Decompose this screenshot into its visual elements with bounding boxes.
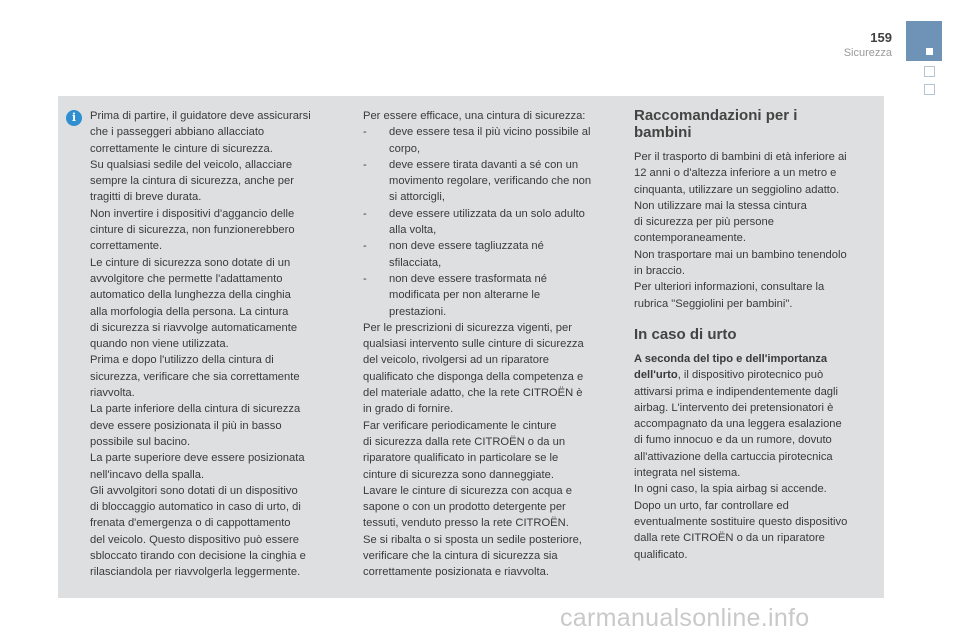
text-line: sempre la cintura di sicurezza, anche per xyxy=(90,175,294,188)
text-line: di bloccaggio automatico in caso di urto, di xyxy=(90,501,301,514)
text-line: possibile sul bacino. xyxy=(90,435,191,448)
list-item: - non deve essere tagliuzzata né sfilacciata, xyxy=(363,240,544,269)
list-item: - deve essere tirata davanti a sé con un movimento regolare, verificando che non si attorcigli, xyxy=(363,158,592,204)
text-line: Per il trasporto di bambini di età inferiore ai xyxy=(634,151,847,163)
requirements-intro: Per essere efficace, una cintura di sicurezza: xyxy=(363,110,586,122)
text-line: qualificato. xyxy=(634,548,688,561)
text-line: cinture di sicurezza, non funzionerebbero xyxy=(90,224,295,237)
text-line: automatico della lunghezza della cinghia xyxy=(90,289,291,302)
text-line: Dopo un urto, far controllare ed xyxy=(634,499,789,512)
text-line: che i passeggeri abbiano allacciato xyxy=(90,126,265,139)
text-line: Su qualsiasi sedile del veicolo, allacciare xyxy=(90,158,293,171)
text-line: contemporaneamente. xyxy=(634,232,746,245)
text-line: rubrica "Seggiolini per bambini". xyxy=(634,297,793,310)
text-line: qualificato che disponga della competenza e xyxy=(363,370,584,383)
page-indicator-square xyxy=(924,66,935,77)
text-line: Lavare le cinture di sicurezza con acqua e xyxy=(363,484,572,497)
text-line: Per ulteriori informazioni, consultare la xyxy=(634,281,825,294)
info-icon: i xyxy=(66,110,82,126)
text-line: La parte inferiore della cintura di sicurezza xyxy=(90,403,301,416)
list-dash: - xyxy=(363,240,367,253)
text-line: alla morfologia della persona. La cintura xyxy=(90,305,289,318)
text-line: Non utilizzare mai la stessa cintura xyxy=(634,199,807,212)
text-line: Gli avvolgitori sono dotati di un dispositivo xyxy=(90,484,298,497)
text-line: tragitti di breve durata. xyxy=(90,191,202,204)
list-dash: - xyxy=(363,272,367,285)
text-line: in braccio. xyxy=(634,265,685,278)
list-item: - deve essere utilizzata da un solo adulto alla volta, xyxy=(363,207,585,237)
text-line: all'attivazione della cartuccia pirotecnica xyxy=(634,450,833,463)
text-line: di fumo innocuo e da un rumore, dovuto xyxy=(634,434,832,447)
text-line: eventualmente sostituire questo dispositivo xyxy=(634,515,848,528)
text-line: 12 anni o d'altezza inferiore a un metro e xyxy=(634,167,837,180)
heading-child-recommendations: Raccomandazioni per i bambini xyxy=(634,107,798,141)
text-line: del veicolo, rivolgersi ad un riparatore xyxy=(363,354,549,367)
heading-in-case-of-crash: In caso di urto xyxy=(634,325,737,343)
text-line: Far verificare periodicamente le cinture xyxy=(363,419,557,432)
text-line: correttamente le cinture di sicurezza. xyxy=(90,142,273,155)
text-line: Non invertire i dispositivi d'aggancio delle xyxy=(90,207,295,220)
text-line: cinquanta, utilizzare un seggiolino adatto. xyxy=(634,183,840,196)
text-line: cinture di sicurezza sono danneggiate. xyxy=(363,468,554,481)
list-dash: - xyxy=(363,158,367,171)
text-line: Non trasportare mai un bambino tenendolo xyxy=(634,248,847,261)
column-children-and-crash xyxy=(634,107,874,563)
column-seatbelt-info xyxy=(90,108,340,581)
text-line: integrata nel sistema. xyxy=(634,467,741,480)
section-label: Sicurezza xyxy=(843,47,892,59)
text-line: deve essere posizionata il più in basso xyxy=(90,419,282,432)
text-line: frenata d'emergenza o di cappottamento xyxy=(90,517,291,530)
text-line: del materiale adatto, che la rete CITROËN è xyxy=(363,387,583,400)
list-item: - non deve essere trasformata né modificata per non alterarne le prestazioni. xyxy=(363,272,547,318)
text-line: Per le prescrizioni di sicurezza vigenti, per xyxy=(363,321,572,334)
text-line: attivarsi prima e indipendentemente dagli xyxy=(634,385,838,398)
text-line: di sicurezza per più persone xyxy=(634,216,774,229)
text-line: del veicolo. Questo dispositivo può essere xyxy=(90,533,299,546)
text-line: riparatore qualificato in particolare se le xyxy=(363,452,559,465)
text-line: avvolgitore che permette l'adattamento xyxy=(90,272,283,285)
list-dash: - xyxy=(363,207,367,220)
text-line: tessuti, venduto presso la rete CITROËN. xyxy=(363,517,569,530)
text-line: sicurezza, verificare che sia correttamente xyxy=(90,370,300,383)
text-line: correttamente. xyxy=(90,240,163,253)
page-number: 159 xyxy=(870,30,892,45)
child-recommendations-text xyxy=(634,149,874,312)
list-item: - deve essere tesa il più vicino possibile al corpo, xyxy=(363,126,591,155)
section-tab-marker xyxy=(926,48,933,55)
watermark: carmanualsonline.info xyxy=(560,604,810,632)
text-line: di sicurezza dalla rete CITROËN o da un xyxy=(363,435,566,448)
maintenance-text xyxy=(363,320,613,581)
text-line: in grado di fornire. xyxy=(363,403,454,416)
text-line: Se si ribalta o si sposta un sedile posteriore, xyxy=(363,533,582,546)
text-line: quando non viene utilizzata. xyxy=(90,338,229,351)
requirements-list xyxy=(363,124,613,320)
text-line: dalla rete CITROËN o da un riparatore xyxy=(634,532,825,545)
text-line: verificare che la cintura di sicurezza sia xyxy=(363,550,558,563)
text-line: correttamente posizionata e riavvolta. xyxy=(363,566,549,579)
text-line: qualsiasi intervento sulle cinture di sicurezza xyxy=(363,338,584,351)
text-line: rilasciandola per riavvolgerla leggermente. xyxy=(90,566,301,579)
text-line: airbag. L'intervento dei pretensionatori è xyxy=(634,401,834,414)
text-line: Prima e dopo l'utilizzo della cintura di xyxy=(90,354,274,367)
text-line: di sicurezza si riavvolge automaticamente xyxy=(90,321,298,334)
text-line: Prima di partire, il guidatore deve assicurarsi xyxy=(90,110,311,122)
text-line: sbloccato tirando con decisione la cinghia e xyxy=(90,550,306,563)
column-seatbelt-requirements xyxy=(363,108,613,581)
text-line: nell'incavo della spalla. xyxy=(90,468,205,481)
text-line: accompagnato da una leggera esalazione xyxy=(634,418,842,431)
section-tab xyxy=(906,21,942,61)
crash-text: A seconda del tipo e dell'importanza dell'urto, il dispositivo pirotecnico può attivarsi prima e indipendentemente dagli airbag. L'intervento dei pretensionatori è accompagnato da una leggera esalazione di fumo innocuo e da un rumore, dovuto all'attivazione della cartuccia pirotecnica integrata nel sistema. In ogni caso, la spia airbag si accende. Dopo un urto, far controllare ed eventualmente sostituire questo dispositivo dalla rete CITROËN o da un riparatore qualificato. xyxy=(634,351,874,563)
text-line: riavvolta. xyxy=(90,387,135,400)
page-indicator-square xyxy=(924,84,935,95)
text-line: La parte superiore deve essere posizionata xyxy=(90,452,305,465)
list-dash: - xyxy=(363,126,367,139)
text-line: Le cinture di sicurezza sono dotate di un xyxy=(90,256,291,269)
text-line: In ogni caso, la spia airbag si accende. xyxy=(634,483,827,496)
text-line: sapone o con un prodotto detergente per xyxy=(363,501,566,514)
